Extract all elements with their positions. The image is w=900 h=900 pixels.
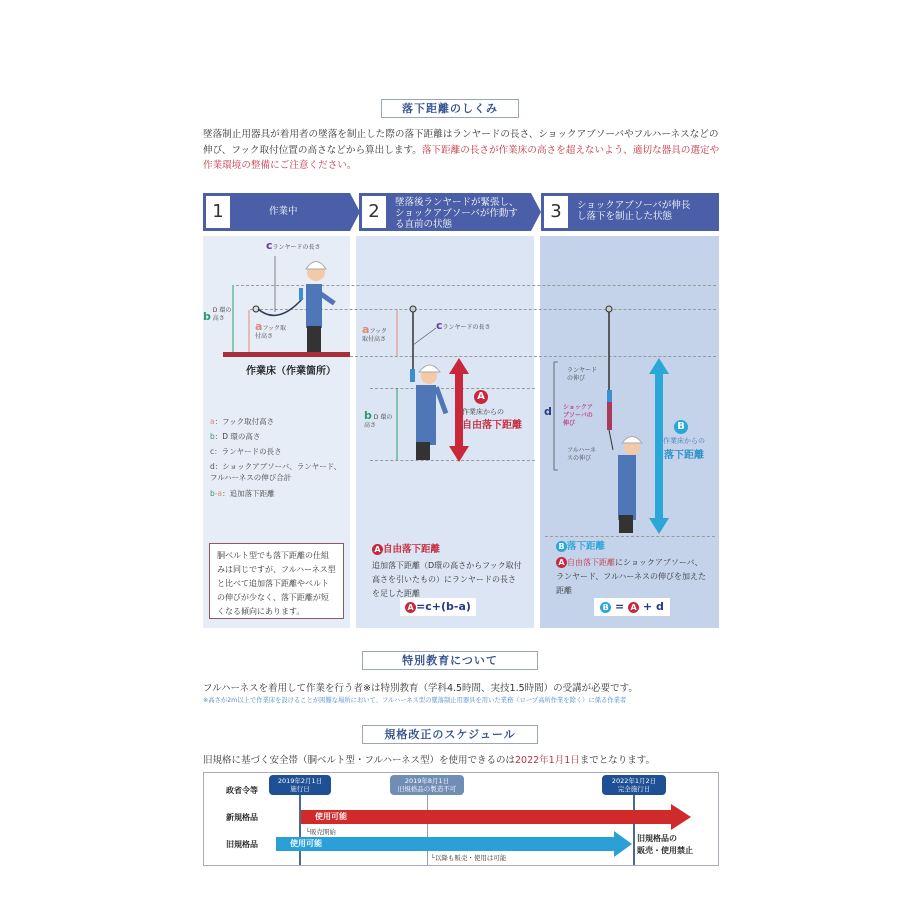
step-3 (541, 193, 719, 231)
row-old-standard: 旧規格品 (226, 840, 258, 849)
free-fall-explanation: A 自由落下距離 追加落下距離（D環の高さからフック取付高さを引いたもの）にランヤードの長さを足した距離 (372, 544, 522, 598)
c-label: cランヤードの長さ (266, 239, 321, 252)
row-new-standard: 新規格品 (226, 813, 258, 822)
schedule-timeline (203, 772, 719, 866)
sales-start-label: └販売開始 (306, 828, 336, 836)
legend-item: b-a：追加落下距離 (210, 489, 275, 498)
milestone-tag-2022-01: 2022年1月2日 完全施行日 (602, 775, 666, 795)
legend-item: d：ショックアブソーバ、ランヤード、フルハーネスの伸び合計 (210, 462, 342, 482)
badge-a-icon: A (405, 602, 416, 613)
worker-figure-2 (356, 290, 534, 470)
badge-b-icon: B (556, 541, 567, 552)
intro-text: 墜落制止用器具が着用者の墜落を制止した際の落下距離はランヤードの長さ、ショックアブソーバやフルハーネスなどの伸び、フック取付位置の高さなどから算出します。 (203, 129, 719, 156)
milestone-line (633, 795, 635, 865)
arrow-head-icon (614, 831, 632, 857)
free-fall-sub: 作業床からの (462, 408, 504, 416)
row-regulation: 政省令等 (226, 786, 258, 795)
legend-item: b：D 環の高さ (210, 432, 261, 441)
schedule-text: 旧規格に基づく安全帯（胴ベルト型・フルハーネス型）を使用できるのは2022年1月1日までとなります。 (203, 755, 655, 766)
floor-label: 作業床（作業箇所） (246, 366, 336, 377)
steps-header (203, 193, 719, 231)
free-fall-label: 自由落下距離 (462, 420, 522, 431)
step-label: 墜落後ランヤードが緊張し、ショックアブソーバが作動する直前の状態 (395, 197, 519, 230)
step-label: ショックアブソーバが伸長し落下を制止した状態 (577, 200, 691, 222)
free-fall-formula: A =c+(b-a) (400, 598, 476, 616)
milestone-tag-2019-08: 2019年8月1日 旧規格品の製造不可 (390, 775, 464, 795)
d-item-harness: フルハーネスの伸び (567, 447, 597, 462)
fall-distance-sub: 作業床からの (663, 437, 705, 445)
step-label: 作業中 (269, 206, 298, 217)
education-title: 特別教育について (362, 651, 538, 670)
step-number: 2 (361, 195, 387, 229)
a-label: aフック取付高さ (255, 320, 287, 340)
step-2 (359, 193, 531, 231)
step-number: 3 (543, 195, 569, 229)
fall-distance-explanation: B 落下距離 A 自由落下距離にショックアブソーバ、ランヤード、フルハーネスの伸びを加えた距離 (556, 541, 706, 595)
step-arrow-icon (531, 193, 541, 231)
badge-a-icon: A (556, 557, 567, 568)
education-text: フルハーネスを着用して作業を行う者※は特別教育（学科4.5時間、実技1.5時間）の受講が必要です。 (203, 683, 638, 694)
d-label: d (544, 405, 552, 418)
badge-b-icon: B (600, 602, 611, 613)
fall-distance-badge: B (674, 420, 688, 434)
worker-figure-1 (203, 236, 350, 376)
step-number: 1 (205, 195, 231, 229)
free-fall-badge: A (474, 390, 488, 404)
new-standard-bar: 使用可能 (301, 810, 671, 824)
old-standard-ban-note: 旧規格品の 販売・使用禁止 (637, 834, 693, 855)
intro-paragraph (203, 127, 723, 174)
old-standard-bar: 使用可能 (276, 837, 614, 851)
belt-type-note: 胴ベルト型でも落下距離の仕組みは同じですが、フルハーネス型と比べて追加落下距離やベルトの伸びが少なく、落下距離が短くなる傾向にあります。 (209, 543, 344, 619)
p2-a-label: aフック取付高さ (362, 323, 388, 343)
continued-use-label: └以降も販売・使用は可能 (431, 854, 507, 862)
b-label: b D 環の高さ (203, 307, 232, 323)
p2-b-label: b D 環の高さ (364, 409, 393, 429)
mechanism-title: 落下距離のしくみ (381, 99, 519, 118)
arrow-head-icon (671, 804, 691, 830)
schedule-title: 規格改正のスケジュール (362, 725, 538, 744)
d-item-absorber: ショックアブソーバの伸び (563, 404, 593, 427)
milestone-line (427, 795, 428, 865)
badge-a-icon: A (372, 544, 383, 555)
p2-c-label: cランヤードの長さ (436, 319, 491, 332)
milestone-line (299, 795, 301, 865)
badge-a-icon: A (628, 602, 639, 613)
legend-item: c：ランヤードの長さ (210, 447, 282, 456)
step-1 (203, 193, 350, 231)
variable-legend (210, 414, 345, 501)
d-item-lanyard: ランヤードの伸び (567, 367, 598, 382)
intro-warning: 落下距離の長さが作業床の高さを超えないよう、適切な器具の選定や作業環境の整備にご注意ください。 (203, 144, 720, 171)
milestone-tag-2019-02: 2019年2月1日 施行日 (269, 775, 331, 795)
legend-item: a：フック取付高さ (210, 417, 275, 426)
fall-distance-label: 落下距離 (664, 450, 704, 461)
education-note: ※高さが2m以上で作業床を設けることが困難な場所において、フルハーネス型の墜落制止用器具を用いた業務（ロープ高所作業を除く）に係る作業者 (203, 697, 627, 704)
fall-distance-formula: B = A + d (594, 598, 670, 616)
